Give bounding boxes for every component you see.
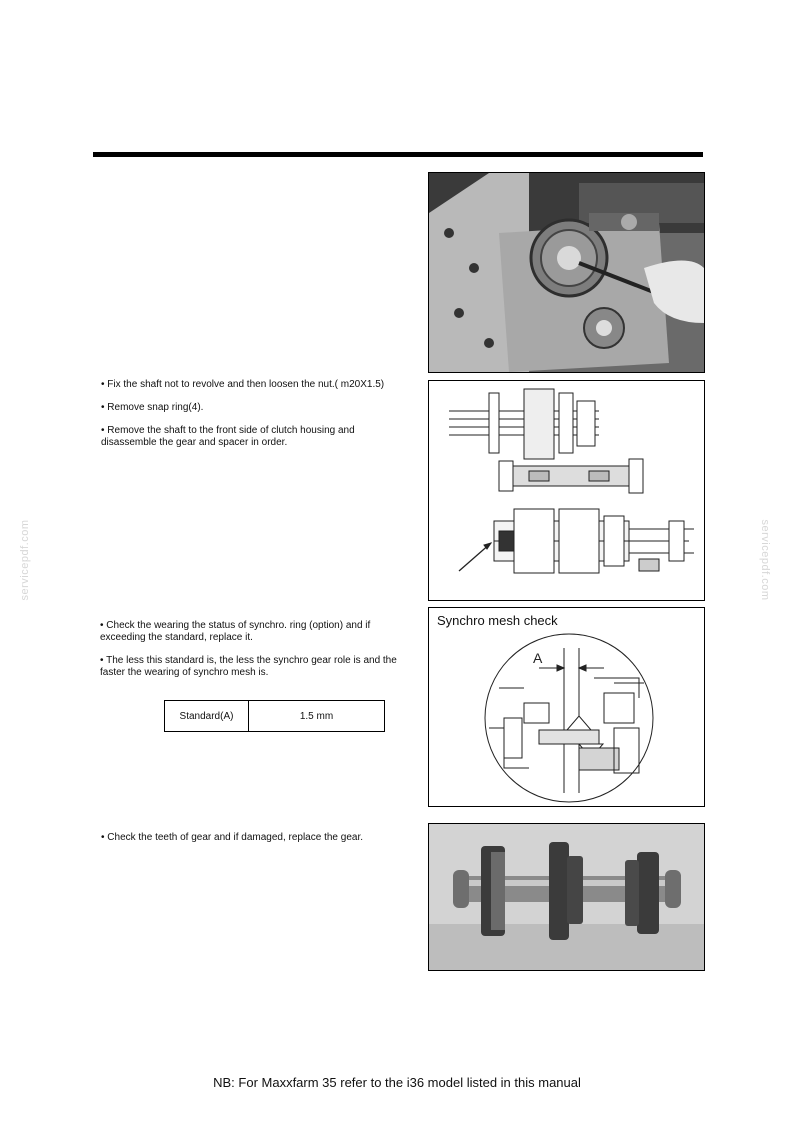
step1-bullet-1: • Fix the shaft not to revolve and then loosen the nut.( m20X1.5): [101, 379, 385, 390]
table-row: [165, 701, 385, 732]
dimension-a-label: A: [533, 650, 543, 666]
standard-label-cell: Standard(A): [165, 701, 249, 732]
step1-bullet-2: • Remove snap ring(4).: [101, 402, 204, 413]
step2-bullet-2: • The less this standard is, the less the synchro gear role is and the faster the wearing of synchro mesh is.: [100, 655, 397, 678]
shaft-diagram: [429, 381, 704, 600]
housing-photo-illustration: [429, 173, 704, 372]
gear-shaft-illustration: [429, 824, 704, 970]
step2-bullet-1: • Check the wearing the status of synchro. ring (option) and if exceeding the standard, replace it.: [100, 620, 371, 643]
step3-bullet-1: • Check the teeth of gear and if damaged, replace the gear.: [101, 832, 364, 843]
watermark-right: servicepdf.com: [759, 519, 771, 601]
step1-bullet-3: • Remove the shaft to the front side of clutch housing and disassemble the gear and spacer in order.: [101, 425, 355, 448]
figure-synchro-mesh-check: [428, 607, 705, 807]
photo-gear-shaft: [428, 823, 705, 971]
header-rule: [93, 152, 703, 157]
standard-table: [164, 700, 385, 732]
step1-instructions: [101, 379, 411, 460]
watermark-left: servicepdf.com: [19, 519, 31, 601]
photo-gear-housing: [428, 172, 705, 373]
step2-instructions: [100, 620, 405, 690]
standard-value-cell: 1.5 mm: [249, 701, 385, 732]
figure-shaft-cross-section: [428, 380, 705, 601]
synchro-figure-title: Synchro mesh check: [437, 613, 558, 628]
footer-note: NB: For Maxxfarm 35 refer to the i36 model listed in this manual: [213, 1075, 581, 1090]
synchro-diagram: [429, 608, 704, 806]
step3-instructions: [101, 832, 411, 855]
